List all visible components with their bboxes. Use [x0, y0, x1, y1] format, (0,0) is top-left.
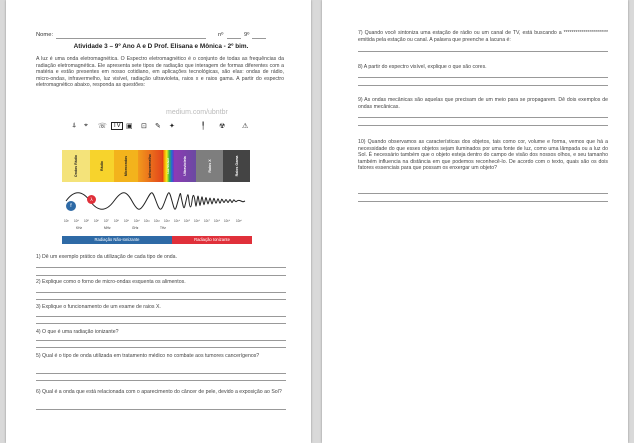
- question-4: 4) O que é uma radiação ionizante?: [36, 329, 119, 335]
- answer-line[interactable]: [358, 117, 608, 118]
- document-page-2: [322, 0, 628, 443]
- answer-line[interactable]: [36, 340, 286, 341]
- question-10: 10) Quando observamos as características dos objetos, tais como cor, volume e forma, vemos que há a necessidade do que esses objetos sejam iluminados por uma fonte de luz, como uma lâmpada ou a luz do Sol. É necessário também que o objeto esteja dentro do campo de visão dos nossos olhos, e seu tamanho também influencia na distância em que podemos reconhecê-lo. De acordo com o texto, quais são os dois fatores essenciais para que possam os enxergar um objeto?: [358, 139, 608, 172]
- frequency-units: KHz MHz GHz THz: [76, 226, 166, 230]
- question-3: 3) Explique o funcionamento de um exame de raios X.: [36, 304, 161, 310]
- lamp-icon: ✎: [155, 123, 161, 130]
- uv-lamp-icon: ╿: [201, 123, 206, 130]
- answer-line[interactable]: [36, 347, 286, 348]
- band-radio: Rádio: [90, 150, 114, 182]
- non-ionizing-bar: Radiação Não-Ionizante: [62, 236, 172, 244]
- xray-icon: ☢: [219, 123, 226, 130]
- ionizing-bar: Radiação Ionizante: [172, 236, 252, 244]
- answer-line[interactable]: [358, 51, 608, 52]
- name-label: Nome:: [36, 32, 54, 38]
- band-xray: Raios X: [196, 150, 223, 182]
- answer-line[interactable]: [358, 77, 608, 78]
- phone-icon: ☏: [98, 123, 107, 130]
- frequency-axis: 10³ 10⁴ 10⁵ 10⁶ 10⁷ 10⁸ 10⁹ 10¹⁰ 10¹¹ 10¹² 10¹³ 10¹⁴ 10¹⁵ 10¹⁶ 10¹⁷ 10¹⁸ 10¹⁹ 10²⁰: [64, 219, 242, 223]
- question-8: 8) A partir do espectro visível, explique o que são cores.: [358, 64, 487, 70]
- wavelength-marker-lambda: λ: [87, 195, 96, 204]
- question-1: 1) Dê um exemplo prático da utilização de cada tipo de onda.: [36, 254, 178, 260]
- answer-line[interactable]: [36, 409, 286, 410]
- band-microwave: Microondas: [114, 150, 138, 182]
- answer-line[interactable]: [36, 323, 286, 324]
- document-page-1: [6, 0, 311, 443]
- figure-watermark: medium.com/ubntbr: [166, 109, 228, 116]
- answer-line[interactable]: [358, 125, 608, 126]
- remote-icon: ⊡: [141, 123, 147, 130]
- band-visible-light: Luz Visível: [162, 150, 174, 182]
- question-2: 2) Explique como o forno de micro-ondas esquenta os alimentos.: [36, 279, 186, 285]
- answer-line[interactable]: [358, 85, 608, 86]
- answer-line[interactable]: [36, 299, 286, 300]
- question-9: 9) As ondas mecânicas são aquelas que precisam de um meio para se propagarem. Dê dois exemplos de ondas mecânicas.: [358, 97, 608, 110]
- class-field-line[interactable]: [252, 38, 266, 39]
- tv-icon: TV: [113, 123, 121, 129]
- band-infrared: Infravermelho: [138, 150, 162, 182]
- radio-tower-icon: ⌖: [84, 122, 88, 129]
- answer-line[interactable]: [358, 201, 608, 202]
- class-label: 9º: [244, 32, 250, 38]
- question-5: 5) Qual é o tipo de onda utilizada em tratamento médico no combate aos tumores cancerígenos?: [36, 353, 260, 359]
- spectrum-bands: [62, 150, 250, 182]
- bulb-icon: ✦: [169, 123, 175, 130]
- band-gamma: Raios Gama: [223, 150, 250, 182]
- intro-paragraph: A luz é uma onda eletromagnética. O Espectro eletromagnético é o conjunto de todas as frequências da radiação eletromagnética. Ele apresenta sete tipos de radiação que interagem de formas diferentes com a matéria e estão presentes em nosso cotidiano, em aplicações tecnológicas, são elas: ondas de rádio, micro-ondas, infravermelho, luz visível, radiação ultravioleta, raios x e raios gama. A partir do espectro eletromagnético abaixo, responda as questões:: [36, 56, 284, 89]
- radioactive-icon: ⚠: [242, 123, 249, 130]
- answer-line[interactable]: [358, 193, 608, 194]
- answer-line[interactable]: [36, 380, 286, 381]
- answer-line[interactable]: [36, 292, 286, 293]
- answer-line[interactable]: [36, 267, 286, 268]
- antenna-icon: ⍋: [72, 122, 77, 129]
- question-7: 7) Quando você sintoniza uma estação de rádio ou um canal de TV, está buscando a ********************** emitida pela estação ou canal. A palavra que preenche a lacuna é:: [358, 30, 608, 43]
- microwave-icon: ▣: [126, 123, 133, 130]
- band-radio-waves: Ondas Rádio: [62, 150, 90, 182]
- activity-title: Atividade 3 – 9º Ano A e D Prof. Elisana e Mônica - 2º bim.: [73, 43, 249, 50]
- answer-line[interactable]: [36, 373, 286, 374]
- number-label: nº: [218, 32, 224, 38]
- answer-line[interactable]: [36, 316, 286, 317]
- band-ultraviolet: Ultravioleta: [174, 150, 196, 182]
- number-field-line[interactable]: [227, 38, 241, 39]
- answer-line[interactable]: [36, 275, 286, 276]
- frequency-marker-f: f: [66, 201, 76, 211]
- question-6: 6) Qual é a onda que está relacionada com o aparecimento do câncer de pele, devido a exposição ao Sol?: [36, 389, 282, 395]
- name-field-line[interactable]: [56, 38, 206, 39]
